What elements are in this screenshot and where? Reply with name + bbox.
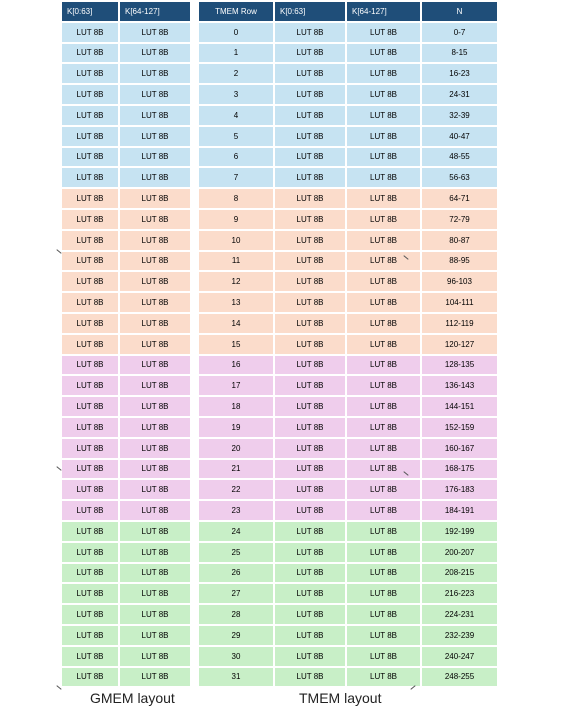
gmem-cell-k-low: LUT 8B [62,189,118,208]
tmem-cell-n: 8-15 [422,44,497,63]
gmem-cell-k-high: LUT 8B [120,272,190,291]
tmem-cell-k-low: LUT 8B [275,127,345,146]
tmem-header-n: N [422,2,497,21]
tmem-row [199,106,497,125]
tmem-cell-k-low: LUT 8B [275,168,345,187]
tmem-cell-k-low: LUT 8B [275,272,345,291]
tmem-row [199,23,497,42]
tmem-row [199,584,497,603]
gmem-row [62,480,190,499]
gmem-cell-k-low: LUT 8B [62,64,118,83]
tmem-cell-k-low: LUT 8B [275,376,345,395]
gmem-cell-k-high: LUT 8B [120,23,190,42]
gmem-cell-k-high: LUT 8B [120,439,190,458]
gmem-row [62,439,190,458]
tmem-cell-k-low: LUT 8B [275,647,345,666]
tmem-row [199,272,497,291]
tmem-cell-n: 96-103 [422,272,497,291]
gmem-cell-k-high: LUT 8B [120,480,190,499]
gmem-cell-k-high: LUT 8B [120,85,190,104]
gmem-cell-k-high: LUT 8B [120,127,190,146]
gmem-caption: GMEM layout [90,690,175,706]
gmem-cell-k-low: LUT 8B [62,397,118,416]
tmem-cell-n: 48-55 [422,148,497,167]
tmem-cell-row-index: 21 [199,460,273,479]
tmem-cell-row-index: 22 [199,480,273,499]
tmem-cell-k-low: LUT 8B [275,231,345,250]
gmem-header-k-low: K[0:63] [62,2,118,21]
tmem-cell-n: 128-135 [422,356,497,375]
tmem-row [199,189,497,208]
tmem-row [199,626,497,645]
tmem-row [199,168,497,187]
gmem-cell-k-high: LUT 8B [120,397,190,416]
tmem-cell-n: 80-87 [422,231,497,250]
gmem-row [62,626,190,645]
gmem-cell-k-low: LUT 8B [62,314,118,333]
tmem-cell-k-low: LUT 8B [275,148,345,167]
gmem-row [62,127,190,146]
tmem-row [199,376,497,395]
gmem-cell-k-high: LUT 8B [120,543,190,562]
gmem-cell-k-high: LUT 8B [120,210,190,229]
tmem-cell-k-low: LUT 8B [275,460,345,479]
tmem-cell-k-low: LUT 8B [275,626,345,645]
tmem-cell-row-index: 6 [199,148,273,167]
gmem-body [62,23,190,687]
tmem-cell-row-index: 7 [199,168,273,187]
tmem-cell-n: 216-223 [422,584,497,603]
tmem-cell-n: 168-175 [422,460,497,479]
tmem-cell-k-low: LUT 8B [275,210,345,229]
tmem-cell-n: 64-71 [422,189,497,208]
gmem-cell-k-low: LUT 8B [62,168,118,187]
tmem-cell-k-high: LUT 8B [347,564,420,583]
tmem-cell-k-high: LUT 8B [347,501,420,520]
gmem-cell-k-low: LUT 8B [62,439,118,458]
gmem-cell-k-low: LUT 8B [62,668,118,687]
gmem-row [62,314,190,333]
gmem-cell-k-low: LUT 8B [62,626,118,645]
tmem-table [197,0,499,688]
gmem-row [62,252,190,271]
gmem-cell-k-high: LUT 8B [120,106,190,125]
tmem-cell-n: 240-247 [422,647,497,666]
tmem-row [199,418,497,437]
gmem-cell-k-high: LUT 8B [120,64,190,83]
tmem-cell-k-high: LUT 8B [347,64,420,83]
gmem-cell-k-high: LUT 8B [120,522,190,541]
tmem-header-k-high: K[64-127] [347,2,420,21]
tmem-cell-k-low: LUT 8B [275,480,345,499]
tmem-cell-k-high: LUT 8B [347,376,420,395]
tmem-row [199,668,497,687]
tmem-cell-row-index: 31 [199,668,273,687]
gmem-row [62,85,190,104]
tmem-cell-k-high: LUT 8B [347,356,420,375]
tmem-row [199,148,497,167]
gmem-cell-k-low: LUT 8B [62,85,118,104]
gmem-header-k-high: K[64-127] [120,2,190,21]
gmem-cell-k-low: LUT 8B [62,584,118,603]
gmem-cell-k-high: LUT 8B [120,668,190,687]
gmem-cell-k-low: LUT 8B [62,543,118,562]
tmem-cell-row-index: 24 [199,522,273,541]
tmem-cell-k-low: LUT 8B [275,397,345,416]
gmem-cell-k-low: LUT 8B [62,501,118,520]
tmem-cell-k-high: LUT 8B [347,647,420,666]
tmem-cell-n: 136-143 [422,376,497,395]
gmem-cell-k-low: LUT 8B [62,272,118,291]
tmem-cell-k-high: LUT 8B [347,397,420,416]
gmem-row [62,501,190,520]
tmem-cell-row-index: 2 [199,64,273,83]
tmem-cell-k-high: LUT 8B [347,85,420,104]
gmem-row [62,668,190,687]
gmem-row [62,356,190,375]
tmem-caption: TMEM layout [299,690,382,706]
gmem-cell-k-high: LUT 8B [120,460,190,479]
gmem-row [62,335,190,354]
tmem-cell-n: 144-151 [422,397,497,416]
tmem-cell-row-index: 25 [199,543,273,562]
tmem-cell-row-index: 12 [199,272,273,291]
gmem-cell-k-high: LUT 8B [120,252,190,271]
tmem-cell-n: 112-119 [422,314,497,333]
tmem-row [199,127,497,146]
tmem-cell-n: 232-239 [422,626,497,645]
tmem-row [199,85,497,104]
gmem-cell-k-low: LUT 8B [62,564,118,583]
tmem-cell-k-low: LUT 8B [275,543,345,562]
tmem-cell-k-high: LUT 8B [347,44,420,63]
gmem-cell-k-low: LUT 8B [62,148,118,167]
tmem-cell-k-high: LUT 8B [347,252,420,271]
tmem-row [199,501,497,520]
tmem-cell-k-low: LUT 8B [275,85,345,104]
gmem-row [62,168,190,187]
tmem-cell-k-low: LUT 8B [275,356,345,375]
gmem-row [62,397,190,416]
tmem-cell-k-high: LUT 8B [347,522,420,541]
gmem-cell-k-high: LUT 8B [120,605,190,624]
tmem-cell-n: 0-7 [422,23,497,42]
tmem-cell-k-low: LUT 8B [275,584,345,603]
gmem-cell-k-low: LUT 8B [62,44,118,63]
tmem-cell-k-low: LUT 8B [275,293,345,312]
tmem-cell-k-low: LUT 8B [275,314,345,333]
gmem-cell-k-low: LUT 8B [62,127,118,146]
gmem-cell-k-high: LUT 8B [120,189,190,208]
tmem-cell-n: 184-191 [422,501,497,520]
tmem-cell-k-high: LUT 8B [347,231,420,250]
gmem-cell-k-high: LUT 8B [120,584,190,603]
gmem-row [62,189,190,208]
tmem-cell-row-index: 9 [199,210,273,229]
tmem-cell-k-high: LUT 8B [347,418,420,437]
tmem-cell-k-low: LUT 8B [275,252,345,271]
gmem-row [62,605,190,624]
gmem-cell-k-high: LUT 8B [120,376,190,395]
gmem-cell-k-low: LUT 8B [62,460,118,479]
tmem-cell-k-low: LUT 8B [275,418,345,437]
gmem-row [62,23,190,42]
tmem-cell-k-low: LUT 8B [275,189,345,208]
tmem-header-k-low: K[0:63] [275,2,345,21]
gmem-row [62,231,190,250]
tmem-row [199,356,497,375]
gmem-row [62,376,190,395]
tmem-cell-k-high: LUT 8B [347,335,420,354]
tmem-cell-k-high: LUT 8B [347,210,420,229]
gmem-row [62,210,190,229]
tmem-cell-row-index: 15 [199,335,273,354]
tmem-cell-k-low: LUT 8B [275,23,345,42]
tmem-cell-n: 16-23 [422,64,497,83]
tmem-cell-k-high: LUT 8B [347,314,420,333]
gmem-row [62,564,190,583]
tmem-cell-row-index: 16 [199,356,273,375]
tmem-cell-row-index: 23 [199,501,273,520]
gmem-cell-k-high: LUT 8B [120,293,190,312]
tmem-cell-row-index: 26 [199,564,273,583]
gmem-cell-k-high: LUT 8B [120,231,190,250]
tmem-cell-row-index: 30 [199,647,273,666]
tmem-cell-k-high: LUT 8B [347,584,420,603]
tmem-cell-k-low: LUT 8B [275,668,345,687]
gmem-cell-k-low: LUT 8B [62,106,118,125]
tmem-cell-row-index: 10 [199,231,273,250]
tmem-cell-k-high: LUT 8B [347,189,420,208]
tmem-row [199,64,497,83]
tmem-cell-row-index: 28 [199,605,273,624]
tmem-cell-n: 120-127 [422,335,497,354]
tmem-cell-k-high: LUT 8B [347,127,420,146]
tmem-cell-k-high: LUT 8B [347,439,420,458]
tmem-cell-k-high: LUT 8B [347,106,420,125]
gmem-row [62,584,190,603]
tmem-cell-row-index: 0 [199,23,273,42]
tmem-row [199,460,497,479]
tmem-cell-n: 208-215 [422,564,497,583]
tmem-header-row [199,2,497,21]
tmem-cell-n: 248-255 [422,668,497,687]
tmem-cell-row-index: 14 [199,314,273,333]
gmem-cell-k-low: LUT 8B [62,522,118,541]
tmem-cell-n: 32-39 [422,106,497,125]
tmem-cell-k-low: LUT 8B [275,564,345,583]
tmem-cell-row-index: 8 [199,189,273,208]
gmem-cell-k-low: LUT 8B [62,231,118,250]
gmem-row [62,148,190,167]
tmem-cell-n: 88-95 [422,252,497,271]
gmem-row [62,272,190,291]
tmem-header-row-index: TMEM Row [199,2,273,21]
gmem-cell-k-high: LUT 8B [120,168,190,187]
gmem-cell-k-high: LUT 8B [120,564,190,583]
gmem-row [62,106,190,125]
tmem-cell-k-high: LUT 8B [347,480,420,499]
gmem-cell-k-high: LUT 8B [120,335,190,354]
tmem-cell-k-high: LUT 8B [347,23,420,42]
gmem-cell-k-high: LUT 8B [120,647,190,666]
tmem-cell-k-high: LUT 8B [347,293,420,312]
gmem-cell-k-high: LUT 8B [120,314,190,333]
tmem-cell-row-index: 27 [199,584,273,603]
gmem-row [62,522,190,541]
tmem-cell-k-high: LUT 8B [347,626,420,645]
gmem-cell-k-low: LUT 8B [62,480,118,499]
gmem-cell-k-high: LUT 8B [120,418,190,437]
tmem-row [199,647,497,666]
tmem-cell-k-high: LUT 8B [347,272,420,291]
gmem-cell-k-low: LUT 8B [62,252,118,271]
gmem-row [62,418,190,437]
tmem-cell-n: 176-183 [422,480,497,499]
gmem-cell-k-low: LUT 8B [62,23,118,42]
tmem-row [199,522,497,541]
tmem-cell-k-high: LUT 8B [347,668,420,687]
gmem-cell-k-low: LUT 8B [62,335,118,354]
gmem-row [62,647,190,666]
tmem-row [199,397,497,416]
tmem-body [199,23,497,687]
tmem-cell-k-low: LUT 8B [275,64,345,83]
tmem-row [199,314,497,333]
gmem-cell-k-low: LUT 8B [62,418,118,437]
tmem-cell-row-index: 1 [199,44,273,63]
gmem-cell-k-high: LUT 8B [120,626,190,645]
tmem-cell-n: 72-79 [422,210,497,229]
gmem-cell-k-high: LUT 8B [120,44,190,63]
tmem-cell-k-high: LUT 8B [347,148,420,167]
tmem-row [199,605,497,624]
tmem-row [199,210,497,229]
tmem-cell-n: 200-207 [422,543,497,562]
gmem-cell-k-high: LUT 8B [120,501,190,520]
tmem-cell-row-index: 4 [199,106,273,125]
tmem-cell-k-low: LUT 8B [275,605,345,624]
gmem-row [62,64,190,83]
tmem-cell-k-high: LUT 8B [347,168,420,187]
gmem-row [62,293,190,312]
gmem-row [62,543,190,562]
gmem-header-row [62,2,190,21]
tmem-cell-k-low: LUT 8B [275,501,345,520]
tmem-cell-row-index: 3 [199,85,273,104]
tmem-cell-k-high: LUT 8B [347,543,420,562]
tmem-cell-row-index: 20 [199,439,273,458]
tmem-cell-row-index: 13 [199,293,273,312]
gmem-cell-k-low: LUT 8B [62,210,118,229]
tmem-cell-k-low: LUT 8B [275,106,345,125]
tmem-cell-k-low: LUT 8B [275,44,345,63]
tmem-row [199,480,497,499]
tmem-cell-row-index: 11 [199,252,273,271]
tmem-cell-n: 40-47 [422,127,497,146]
tmem-cell-n: 24-31 [422,85,497,104]
tmem-row [199,231,497,250]
gmem-cell-k-low: LUT 8B [62,356,118,375]
tmem-cell-n: 152-159 [422,418,497,437]
tmem-row [199,252,497,271]
tmem-row [199,293,497,312]
gmem-cell-k-low: LUT 8B [62,376,118,395]
gmem-row [62,460,190,479]
tmem-cell-k-high: LUT 8B [347,460,420,479]
tmem-cell-row-index: 5 [199,127,273,146]
gmem-cell-k-low: LUT 8B [62,605,118,624]
gmem-cell-k-high: LUT 8B [120,148,190,167]
tmem-cell-n: 160-167 [422,439,497,458]
tmem-row [199,439,497,458]
gmem-cell-k-low: LUT 8B [62,293,118,312]
tmem-cell-row-index: 19 [199,418,273,437]
tmem-row [199,543,497,562]
tmem-cell-row-index: 29 [199,626,273,645]
tmem-cell-n: 56-63 [422,168,497,187]
tmem-cell-row-index: 18 [199,397,273,416]
tmem-cell-k-high: LUT 8B [347,605,420,624]
tmem-cell-n: 104-111 [422,293,497,312]
tmem-row [199,44,497,63]
tmem-cell-k-low: LUT 8B [275,335,345,354]
tmem-cell-k-low: LUT 8B [275,522,345,541]
tmem-cell-row-index: 17 [199,376,273,395]
gmem-cell-k-low: LUT 8B [62,647,118,666]
gmem-cell-k-high: LUT 8B [120,356,190,375]
tmem-cell-n: 224-231 [422,605,497,624]
tmem-row [199,564,497,583]
gmem-row [62,44,190,63]
tmem-row [199,335,497,354]
tmem-cell-k-low: LUT 8B [275,439,345,458]
tmem-cell-n: 192-199 [422,522,497,541]
gmem-table [60,0,192,688]
